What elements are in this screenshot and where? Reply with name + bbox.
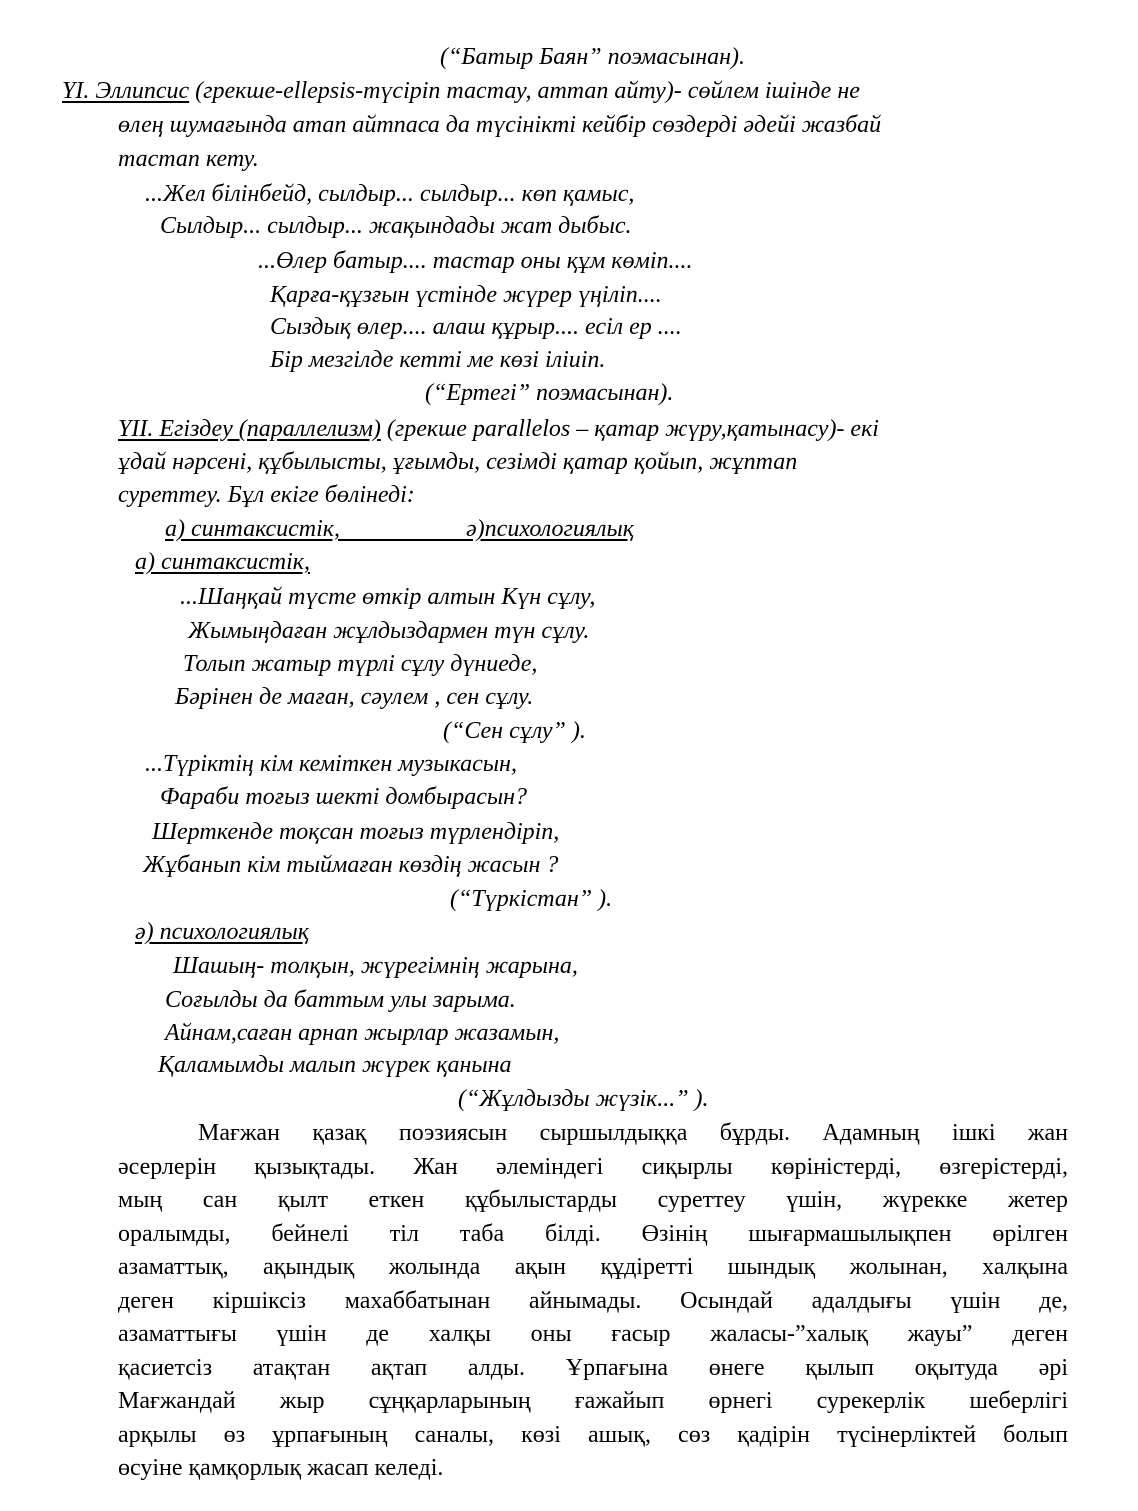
poem-line: Қаламымды малып жүрек қанына (158, 1052, 512, 1078)
body-paragraph (118, 1117, 1068, 1486)
poem-line: Сыздық өлер.... алаш құрыр.... есіл ер .... (270, 314, 682, 340)
source-citation: (“Сен сұлу” ). (443, 718, 586, 744)
paragraph-line: қасиетсіз атақтан ақтап алды. Ұрпағына өнеге қылып оқытуда әрі (118, 1354, 1068, 1381)
subsection-heading: ә) психологиялық (135, 919, 309, 945)
paragraph-line: Мағжандай жыр сұңқарларының ғажайып өрнегі сурекерлік шеберлігі (118, 1388, 1068, 1414)
definition-line: суреттеу. Бұл екіге бөлінеді: (118, 482, 415, 508)
heading-definition: (грекше-ellepsis-түсіріп тастау, аттап айту)- сөйлем ішінде не (189, 78, 860, 104)
paragraph-line: өсуіне қамқорлық жасап келеді. (118, 1455, 444, 1481)
poem-line: ...Жел білінбейд, сылдыр... сылдыр... көп қамыс, (145, 181, 635, 207)
heading-term: YII. Егіздеу (параллелизм) (118, 416, 381, 442)
definition-line: тастап кету. (118, 146, 259, 172)
paragraph-line: мың сан қылт еткен құбылыстарды суреттеу үшін, жүрекке жетер (118, 1187, 1068, 1213)
poem-line: ...Шаңқай түсте өткір алтын Күн сұлу, (180, 584, 596, 610)
paragraph-line: арқылы өз ұрпағының саналы, көзі ашық, сөз қадірін түсінерліктей болып (118, 1421, 1068, 1448)
poem-line: Фараби тоғыз шекті домбырасын? (160, 784, 528, 810)
paragraph-line: Мағжан қазақ поэзиясын сыршылдыққа бұрды. Адамның ішкі жан (198, 1120, 1068, 1146)
paragraph-line: азаматтық, ақындық жолында ақын құдіретті шындық жолынан, халқына (118, 1254, 1068, 1280)
section-heading-ellipsis (62, 76, 860, 106)
source-citation: (“Ертегі” поэмасынан). (425, 380, 674, 406)
poem-line: Айнам,саған арнап жырлар жазамын, (165, 1020, 560, 1046)
paragraph-line: әсерлерін қызықтады. Жан әлеміндегі сиқырлы көріністерді, өзгерістерді, (118, 1153, 1068, 1180)
poem-line: ...Өлер батыр.... тастар оны құм көміп.... (258, 248, 693, 274)
poem-line: Бір мезгілде кетті ме көзі іліиіп. (270, 347, 606, 373)
poem-line: Шерткенде тоқсан тоғыз түрлендіріп, (152, 819, 560, 845)
heading-term: YI. Эллипсис (62, 78, 190, 104)
definition-line: өлең шумағында атап айтпаса да түсінікті кейбір сөздерді әдейі жазбай (118, 112, 882, 138)
heading-definition: (грекше parallelos – қатар жүру,қатынасу)- екі (380, 416, 879, 442)
poem-line: Соғылды да баттым улы зарыма. (165, 987, 516, 1013)
poem-line: Қарға-құзғын үстінде жүрер үңіліп.... (270, 282, 662, 308)
paragraph-line: оралымды, бейнелі тіл таба білді. Өзінің шығармашылықпен өрілген (118, 1220, 1068, 1247)
poem-line: Жұбанып кім тыймаған көздің жасын ? (143, 852, 559, 878)
source-citation: (“Түркістан” ). (450, 886, 613, 912)
poem-line: ...Түріктің кім кеміткен музыкасын, (145, 751, 517, 777)
subtypes-list: а) синтаксистік, ә)психологиялық (165, 516, 634, 542)
source-citation: (“Батыр Баян” поэмасынан). (440, 44, 746, 70)
poem-line: Сылдыр... сылдыр... жақындады жат дыбыс. (160, 213, 632, 239)
poem-line: Жымыңдаған жұлдыздармен түн сұлу. (188, 618, 590, 644)
poem-line: Толып жатыр түрлі сұлу дүниеде, (183, 651, 538, 677)
subsection-heading: а) синтаксистік, (135, 549, 311, 575)
section-heading-parallelism (118, 414, 879, 444)
paragraph-line: азаматтығы үшін де халқы оны ғасыр жаласы-”халық жауы” деген (118, 1321, 1068, 1347)
poem-line: Шашың- толқын, жүрегімнің жарына, (173, 953, 578, 979)
source-citation: (“Жұлдызды жүзік...” ). (458, 1086, 709, 1112)
definition-line: ұдай нәрсені, құбылысты, ұғымды, сезімді қатар қойып, жұптап (118, 449, 798, 475)
paragraph-line: деген кіршіксіз махаббатынан айнымады. Осындай адалдығы үшін де, (118, 1287, 1068, 1314)
poem-line: Бәрінен де маған, сәулем , сен сұлу. (175, 684, 534, 710)
